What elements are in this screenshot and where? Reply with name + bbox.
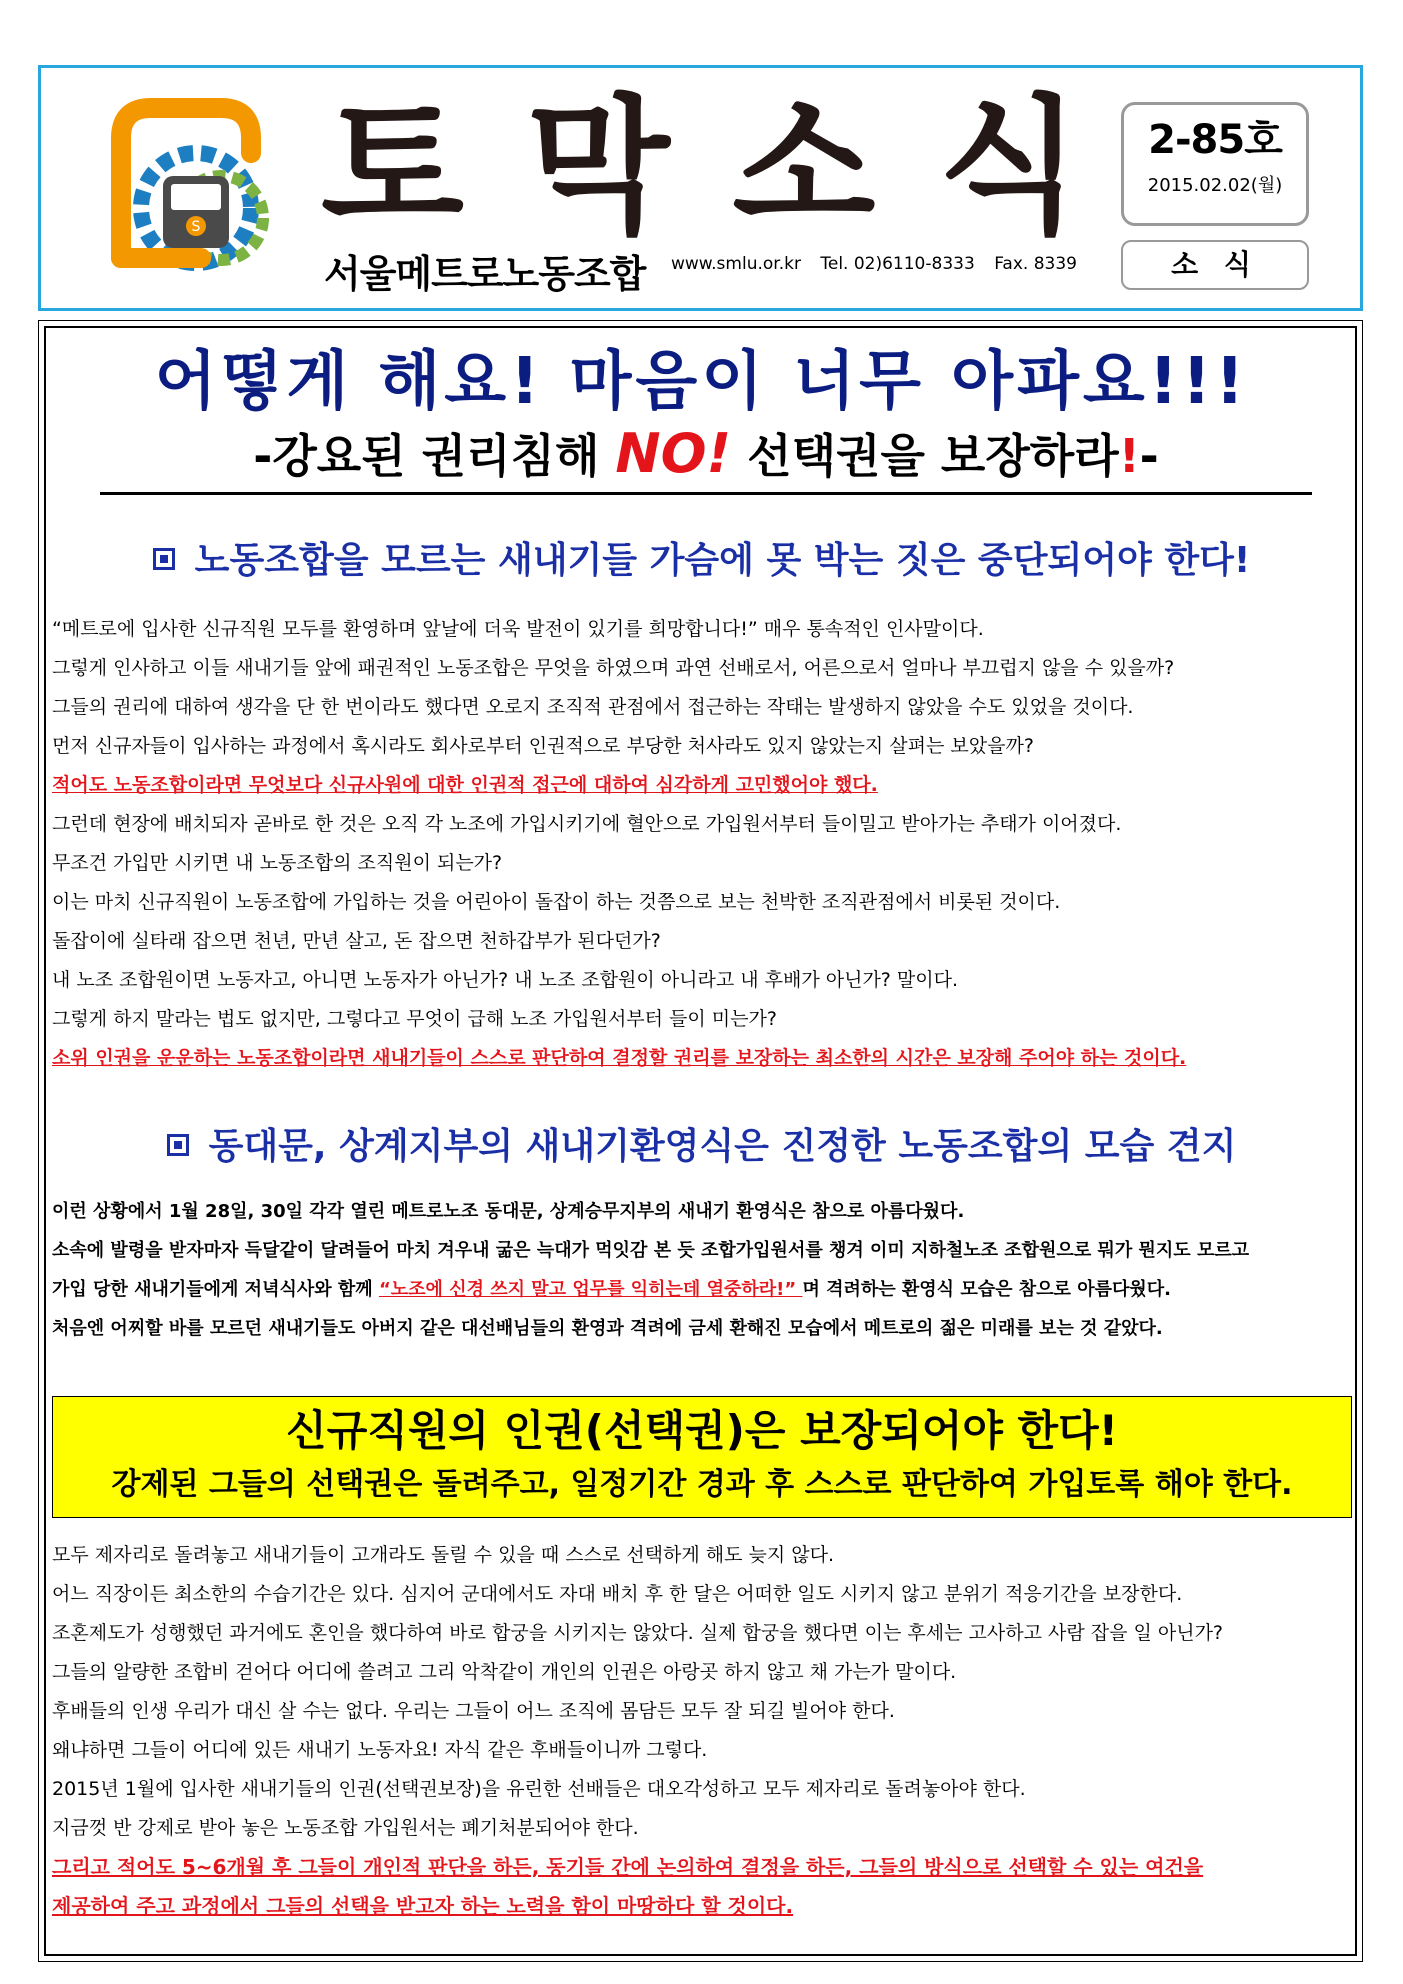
- section3-body: [52, 1536, 1352, 1926]
- body-line: 어느 직장이든 최소한의 수습기간은 있다. 심지어 군대에서도 자대 배치 후 한 달은 어떠한 일도 시키지 않고 분위기 적응기간을 보장한다.: [52, 1583, 1183, 1605]
- subline-suffix: -: [1139, 429, 1159, 483]
- body-line: 처음엔 어찌할 바를 모르던 새내기들도 아버지 같은 대선배님들의 환영과 격려에 금세 환해진 모습에서 메트로의 젊은 미래를 보는 것 같았다.: [52, 1318, 1163, 1339]
- callout-box: [52, 1396, 1352, 1518]
- body-line: 그들의 알량한 조합비 걷어다 어디에 쓸려고 그리 악착같이 개인의 인권은 아랑곳 하지 않고 채 가는가 말이다.: [52, 1661, 957, 1683]
- body-line: 그렇게 인사하고 이들 새내기들 앞에 패권적인 노동조합은 무엇을 하였으며 과연 선배로서, 어른으로서 얼마나 부끄럽지 않을 수 있을까?: [52, 657, 1175, 679]
- body-line: 먼저 신규자들이 입사하는 과정에서 혹시라도 회사로부터 인권적으로 부당한 처사라도 있지 않았는지 살펴는 보았을까?: [52, 735, 1034, 757]
- section-heading-2: [0, 1118, 1403, 1169]
- emphasis-line: 소위 인권을 운운하는 노동조합이라면 새내기들이 스스로 판단하여 결정할 권리를 보장하는 최소한의 시간은 보장해 주어야 하는 것이다.: [52, 1047, 1187, 1069]
- section2-body: [52, 1192, 1352, 1348]
- issue-box: [1121, 102, 1309, 226]
- fax-number: Fax. 8339: [994, 254, 1077, 274]
- quote-text: “노조에 신경 쓰지 말고 업무를 익히는데 열중하라!”: [378, 1279, 803, 1300]
- line-text: 며 격려하는 환영식 모습은 참으로 아름다웠다.: [802, 1279, 1171, 1300]
- body-line: 돌잡이에 실타래 잡으면 천년, 만년 살고, 돈 잡으면 천하갑부가 된다던가?: [52, 930, 661, 952]
- body-line: 후배들의 인생 우리가 대신 살 수는 없다. 우리는 그들이 어느 조직에 몸담든 모두 잘 되길 빌어야 한다.: [52, 1700, 895, 1722]
- contact-info: [671, 254, 1091, 274]
- section-heading-text: 노동조합을 모르는 새내기들 가슴에 못 박는 짓은 중단되어야 한다!: [194, 540, 1251, 581]
- category-badge: 소 식: [1121, 240, 1309, 290]
- body-line: 조혼제도가 성행했던 과거에도 혼인을 했다하여 바로 합궁을 시키지는 않았다. 실제 합궁을 했다면 이는 후세는 고사하고 사람 잡을 일 아닌가?: [52, 1622, 1224, 1644]
- subline-prefix: -강요된 권리침해: [253, 429, 616, 483]
- tel-number: Tel. 02)6110-8333: [820, 254, 975, 274]
- body-line: 무조건 가입만 시키면 내 노동조합의 조직원이 되는가?: [52, 852, 503, 874]
- masthead: [38, 65, 1363, 311]
- body-line: [52, 1270, 1352, 1309]
- body-line: 이는 마치 신규직원이 노동조합에 가입하는 것을 어린아이 돌잡이 하는 것쯤으로 보는 천박한 조직관점에서 비롯된 것이다.: [52, 891, 1061, 913]
- square-bullet-icon: [167, 1134, 189, 1156]
- issue-date: 2015.02.02(월): [1147, 175, 1283, 196]
- body-line: 지금껏 반 강제로 받아 놓은 노동조합 가입원서는 폐기처분되어야 한다.: [52, 1817, 639, 1839]
- title-char: 소: [732, 81, 876, 253]
- emphasis-line: 그리고 적어도 5~6개월 후 그들이 개인적 판단을 하든, 동기들 간에 논의하여 결정을 하든, 그들의 방식으로 선택할 수 있는 여건을: [52, 1855, 1204, 1879]
- issue-number: 2-85호: [1148, 117, 1282, 163]
- section1-body: [52, 610, 1352, 1078]
- square-bullet-icon: [153, 548, 175, 570]
- title-char: 토: [321, 81, 464, 253]
- body-line: 내 노조 조합원이면 노동자고, 아니면 노동자가 아닌가? 내 노조 조합원이 아니라고 내 후배가 아닌가? 말이다.: [52, 969, 959, 991]
- subline-exclaim: !: [1118, 429, 1140, 483]
- body-line: 소속에 발령을 받자마자 득달같이 달려들어 마치 겨우내 굶은 늑대가 먹잇감 본 듯 조합가입원서를 챙겨 이미 지하철노조 조합원으로 뭐가 뭔지도 모르고: [52, 1240, 1250, 1261]
- subline-no: NO!: [615, 422, 732, 485]
- union-logo-icon: [101, 98, 271, 273]
- emphasis-line: 적어도 노동조합이라면 무엇보다 신규사원에 대한 인권적 접근에 대하여 심각하게 고민했어야 했다.: [52, 774, 878, 796]
- callout-title: 신규직원의 인권(선택권)은 보장되어야 한다!: [286, 1406, 1118, 1455]
- callout-subtitle: 강제된 그들의 선택권은 돌려주고, 일정기간 경과 후 스스로 판단하여 가입토록 해야 한다.: [111, 1467, 1293, 1502]
- org-name: 서울메트로노동조합: [324, 252, 646, 296]
- section-heading-text: 동대문, 상계지부의 새내기환영식은 진정한 노동조합의 모습 견지: [208, 1126, 1237, 1167]
- sub-headline: [100, 420, 1312, 495]
- svg-text:S: S: [191, 219, 201, 235]
- title-char: 식: [938, 81, 1081, 253]
- emphasis-line: 제공하여 주고 과정에서 그들의 선택을 받고자 하는 노력을 함이 마땅하다 할 것이다.: [52, 1894, 794, 1918]
- body-line: 2015년 1월에 입사한 새내기들의 인권(선택권보장)을 유린한 선배들은 대오각성하고 모두 제자리로 돌려놓아야 한다.: [52, 1778, 1026, 1800]
- body-line: 그런데 현장에 배치되자 곧바로 한 것은 오직 각 노조에 가입시키기에 혈안으로 가입원서부터 들이밀고 받아가는 추태가 이어졌다.: [52, 813, 1122, 835]
- subline-middle: 선택권을 보장하라: [731, 429, 1119, 483]
- body-line: 모두 제자리로 돌려놓고 새내기들이 고개라도 돌릴 수 있을 때 스스로 선택하게 해도 늦지 않다.: [52, 1544, 835, 1566]
- body-line: 그렇게 하지 말라는 법도 없지만, 그렇다고 무엇이 급해 노조 가입원서부터 들이 미는가?: [52, 1008, 777, 1030]
- main-headline: 어떻게 해요! 마음이 너무 아파요!!!: [154, 345, 1249, 419]
- body-line: 그들의 권리에 대하여 생각을 단 한 번이라도 했다면 오로지 조직적 관점에서 접근하는 작태는 발생하지 않았을 수도 있었을 것이다.: [52, 696, 1134, 718]
- website-link[interactable]: www.smlu.or.kr: [671, 254, 801, 274]
- body-line: 이런 상황에서 1월 28일, 30일 각각 열린 메트로노조 동대문, 상계승무지부의 새내기 환영식은 참으로 아름다웠다.: [52, 1201, 965, 1222]
- newsletter-title: [321, 82, 1081, 252]
- section-heading-1: [0, 532, 1403, 583]
- title-char: 막: [526, 81, 670, 253]
- body-line: 왜냐하면 그들이 어디에 있든 새내기 노동자요! 자식 같은 후배들이니까 그렇다.: [52, 1739, 708, 1761]
- line-text: 가입 당한 새내기들에게 저녁식사와 함께: [52, 1279, 379, 1300]
- body-line: “메트로에 입사한 신규직원 모두를 환영하며 앞날에 더욱 발전이 있기를 희망합니다!” 매우 통속적인 인사말이다.: [52, 618, 984, 640]
